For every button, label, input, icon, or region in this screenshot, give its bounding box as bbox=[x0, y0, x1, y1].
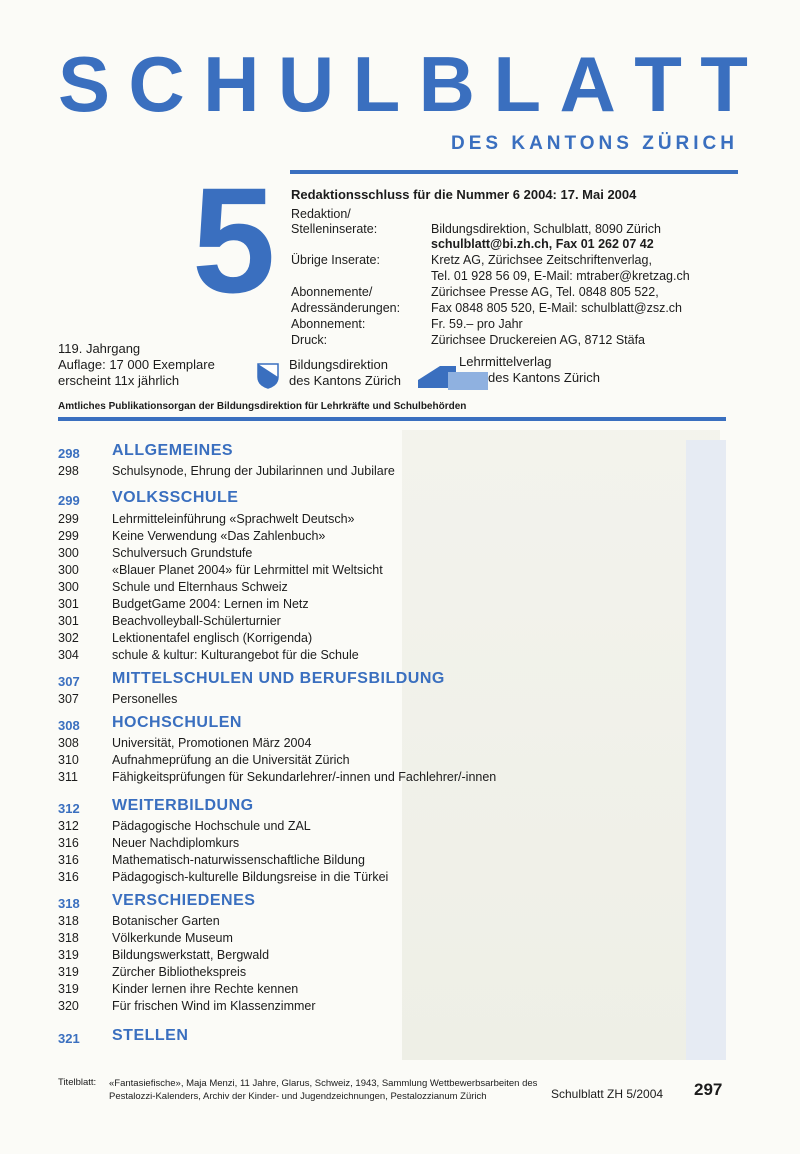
masthead-letter: B bbox=[418, 40, 476, 128]
item-page: 319 bbox=[58, 965, 79, 979]
section-title: MITTELSCHULEN UND BERUFSBILDUNG bbox=[112, 670, 445, 687]
info-value: Zürichsee Presse AG, Tel. 0848 805 522, bbox=[431, 285, 659, 299]
masthead-letter: C bbox=[128, 40, 185, 128]
item-title: BudgetGame 2004: Lernen im Netz bbox=[112, 597, 309, 611]
publication-organ: Amtliches Publikationsorgan der Bildungsdirektion für Lehrkräfte und Schulbehörden bbox=[58, 401, 467, 412]
issue-number: 5 bbox=[192, 156, 276, 324]
item-title: Fähigkeitsprüfungen für Sekundarlehrer/-innen und Fachlehrer/-innen bbox=[112, 770, 497, 784]
section-title: STELLEN bbox=[112, 1027, 189, 1044]
info-label: Abonnemente/ bbox=[291, 285, 373, 299]
item-page: 300 bbox=[58, 563, 79, 577]
item-page: 320 bbox=[58, 999, 79, 1013]
info-value: schulblatt@bi.zh.ch, Fax 01 262 07 42 bbox=[431, 237, 654, 251]
info-label: Redaktion/ bbox=[291, 207, 351, 221]
masthead-subtitle: DES KANTONS ZÜRICH bbox=[451, 133, 738, 154]
jahrgang: 119. Jahrgang bbox=[58, 341, 141, 356]
lehrmittelverlag-name: des Kantons Zürich bbox=[488, 370, 601, 385]
item-title: Zürcher Bibliothekspreis bbox=[112, 965, 247, 979]
item-title: Keine Verwendung «Das Zahlenbuch» bbox=[112, 529, 326, 543]
item-title: Beachvolleyball-Schülerturnier bbox=[112, 614, 281, 628]
info-label: Adressänderungen: bbox=[291, 301, 401, 315]
item-title: Aufnahmeprüfung an die Universität Zürich bbox=[112, 753, 350, 767]
item-title: Lehrmitteleinführung «Sprachwelt Deutsch» bbox=[112, 512, 355, 526]
item-page: 301 bbox=[58, 597, 79, 611]
publisher-line: Bildungsdirektion bbox=[289, 357, 389, 372]
footer-issue: Schulblatt ZH 5/2004 bbox=[551, 1087, 664, 1101]
frequency: erscheint 11x jährlich bbox=[58, 373, 180, 388]
page-number: 297 bbox=[694, 1080, 723, 1099]
item-page: 308 bbox=[58, 736, 79, 750]
background-bleed-column bbox=[686, 440, 726, 1060]
section-title: WEITERBILDUNG bbox=[112, 797, 254, 814]
item-page: 307 bbox=[58, 692, 79, 706]
item-page: 301 bbox=[58, 614, 79, 628]
masthead-letter: U bbox=[277, 40, 335, 128]
item-title: schule & kultur: Kulturangebot für die Schule bbox=[112, 648, 359, 662]
item-title: Für frischen Wind im Klassenzimmer bbox=[112, 999, 316, 1013]
masthead-letter: L bbox=[352, 40, 401, 128]
bildungsdirektion-name bbox=[289, 357, 401, 389]
item-page: 316 bbox=[58, 870, 79, 884]
masthead-letter: A bbox=[559, 40, 616, 128]
section-page: 299 bbox=[58, 493, 80, 508]
info-value: Zürichsee Druckereien AG, 8712 Stäfa bbox=[431, 333, 646, 347]
item-title: Kinder lernen ihre Rechte kennen bbox=[112, 982, 299, 996]
item-page: 304 bbox=[58, 648, 79, 662]
item-title: Schulversuch Grundstufe bbox=[112, 546, 253, 560]
masthead-letter: T bbox=[634, 40, 682, 128]
auflage: Auflage: 17 000 Exemplare bbox=[58, 357, 215, 372]
item-page: 311 bbox=[58, 770, 78, 784]
info-label: Stelleninserate: bbox=[291, 222, 378, 236]
masthead-title bbox=[58, 40, 748, 128]
item-title: Bildungswerkstatt, Bergwald bbox=[112, 948, 270, 962]
section-page: 308 bbox=[58, 718, 80, 733]
info-label: Druck: bbox=[291, 333, 328, 347]
masthead-letter: L bbox=[493, 40, 542, 128]
item-page: 316 bbox=[58, 836, 79, 850]
caption-text bbox=[109, 1077, 549, 1103]
item-page: 318 bbox=[58, 914, 79, 928]
deadline-text: Redaktionsschluss für die Nummer 6 2004: 17. Mai 2004 bbox=[291, 187, 637, 202]
item-page: 300 bbox=[58, 546, 79, 560]
item-title: Mathematisch-naturwissenschaftliche Bildung bbox=[112, 853, 365, 867]
caption-label: Titelblatt: bbox=[58, 1077, 97, 1088]
info-value: Bildungsdirektion, Schulblatt, 8090 Zürich bbox=[431, 222, 661, 236]
section-page: 321 bbox=[58, 1031, 80, 1046]
item-page: 319 bbox=[58, 948, 79, 962]
info-value: Kretz AG, Zürichsee Zeitschriftenverlag, bbox=[431, 253, 652, 267]
publisher-line: des Kantons Zürich bbox=[289, 373, 402, 388]
section-title: ALLGEMEINES bbox=[112, 442, 234, 459]
lehrmittelverlag-name: Lehrmittelverlag bbox=[459, 354, 552, 369]
item-title: Pädagogisch-kulturelle Bildungsreise in die Türkei bbox=[112, 870, 389, 884]
item-title: Pädagogische Hochschule und ZAL bbox=[112, 819, 311, 833]
section-title: VOLKSSCHULE bbox=[112, 489, 239, 506]
canton-shield-icon bbox=[257, 363, 279, 389]
item-title: Botanischer Garten bbox=[112, 914, 220, 928]
volume-info bbox=[58, 341, 215, 389]
item-page: 310 bbox=[58, 753, 79, 767]
item-title: Neuer Nachdiplomkurs bbox=[112, 836, 240, 850]
divider bbox=[58, 417, 726, 421]
caption-line: «Fantasiefische», Maja Menzi, 11 Jahre, Glarus, Schweiz, 1943, Sammlung Wettbewerbsarbeiten des bbox=[109, 1078, 538, 1089]
info-value: Tel. 01 928 56 09, E-Mail: mtraber@kretzag.ch bbox=[431, 269, 690, 283]
item-page: 312 bbox=[58, 819, 79, 833]
item-page: 298 bbox=[58, 464, 79, 478]
section-page: 298 bbox=[58, 446, 80, 461]
info-value: Fax 0848 805 520, E-Mail: schulblatt@zsz.ch bbox=[431, 301, 683, 315]
info-label: Übrige Inserate: bbox=[291, 253, 380, 267]
background-bleed bbox=[402, 430, 720, 1060]
section-page: 312 bbox=[58, 801, 80, 816]
item-page: 299 bbox=[58, 512, 79, 526]
info-label: Abonnement: bbox=[291, 317, 366, 331]
section-title: VERSCHIEDENES bbox=[112, 892, 256, 909]
section-page: 307 bbox=[58, 674, 80, 689]
masthead-letter: S bbox=[58, 40, 111, 128]
section-page: 318 bbox=[58, 896, 80, 911]
item-page: 319 bbox=[58, 982, 79, 996]
item-title: «Blauer Planet 2004» für Lehrmittel mit Weltsicht bbox=[112, 563, 383, 577]
info-value: Fr. 59.– pro Jahr bbox=[431, 317, 523, 331]
item-page: 316 bbox=[58, 853, 79, 867]
item-page: 302 bbox=[58, 631, 79, 645]
caption-line: Pestalozzi-Kalenders, Archiv der Kinder- und Jugendzeichnungen, Pestalozzianum Zürich bbox=[109, 1091, 487, 1102]
item-title: Schulsynode, Ehrung der Jubilarinnen und Jubilare bbox=[112, 464, 395, 478]
item-page: 318 bbox=[58, 931, 79, 945]
item-title: Völkerkunde Museum bbox=[112, 931, 233, 945]
masthead-letter: H bbox=[203, 40, 260, 128]
section-title: HOCHSCHULEN bbox=[112, 714, 242, 731]
item-page: 299 bbox=[58, 529, 79, 543]
divider bbox=[290, 170, 738, 174]
masthead-letter: T bbox=[700, 40, 748, 128]
item-title: Universität, Promotionen März 2004 bbox=[112, 736, 312, 750]
item-page: 300 bbox=[58, 580, 79, 594]
item-title: Lektionentafel englisch (Korrigenda) bbox=[112, 631, 313, 645]
item-title: Personelles bbox=[112, 692, 178, 706]
item-title: Schule und Elternhaus Schweiz bbox=[112, 580, 288, 594]
